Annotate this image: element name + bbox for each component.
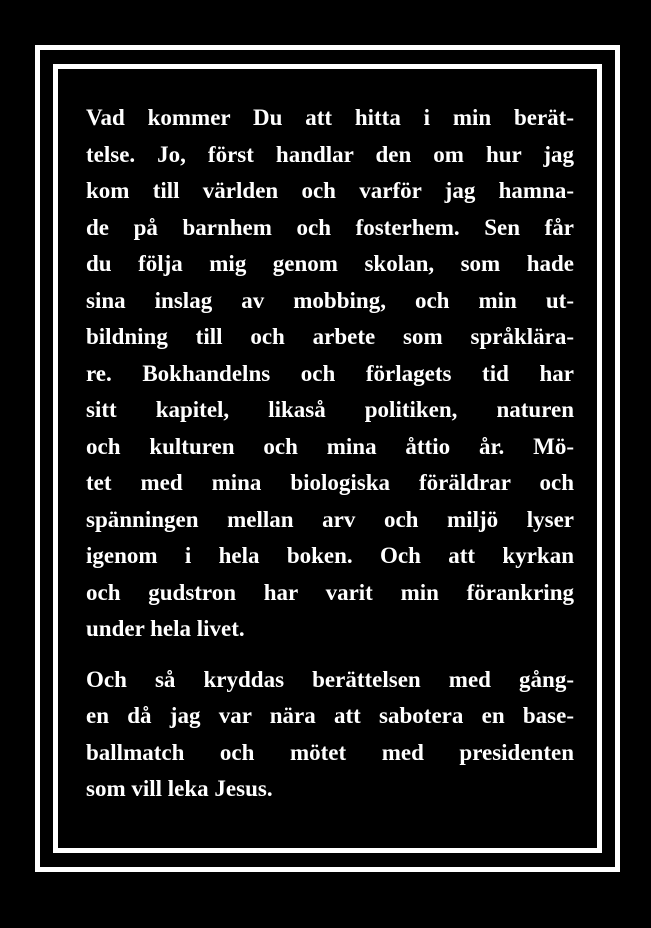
text-line: under hela livet. xyxy=(86,616,245,641)
body-text xyxy=(86,100,574,808)
text-line: du följa mig genom skolan, som hade xyxy=(86,251,574,276)
text-line: de på barnhem och fosterhem. Sen får xyxy=(86,214,574,240)
text-line: som vill leka Jesus. xyxy=(86,776,273,801)
text-line: ballmatch och mötet med presidenten xyxy=(86,739,574,765)
paragraph-spacer xyxy=(86,648,574,662)
text-line: re. Bokhandelns och förlagets tid har xyxy=(86,360,574,386)
text-line: och kulturen och mina åttio år. Mö- xyxy=(86,433,574,459)
paragraph-2 xyxy=(86,662,574,808)
text-line: telse. Jo, först handlar den om hur jag xyxy=(86,141,574,167)
text-line: igenom i hela boken. Och att kyrkan xyxy=(86,543,574,568)
text-line: Och så kryddas berättelsen med gång- xyxy=(86,666,574,692)
text-line: en då jag var nära att sabotera en base- xyxy=(86,703,574,728)
text-line: tet med mina biologiska föräldrar och xyxy=(86,470,574,495)
text-line: sitt kapitel, likaså politiken, naturen xyxy=(86,397,574,422)
text-line: spänningen mellan arv och miljö lyser xyxy=(86,506,574,532)
text-line: sina inslag av mobbing, och min ut- xyxy=(86,287,574,313)
text-line: kom till världen och varför jag hamna- xyxy=(86,178,574,203)
paragraph-1 xyxy=(86,100,574,648)
text-line: Vad kommer Du att hitta i min berät- xyxy=(86,105,574,130)
text-line: och gudstron har varit min förankring xyxy=(86,579,574,605)
text-line: bildning till och arbete som språklära- xyxy=(86,324,574,349)
